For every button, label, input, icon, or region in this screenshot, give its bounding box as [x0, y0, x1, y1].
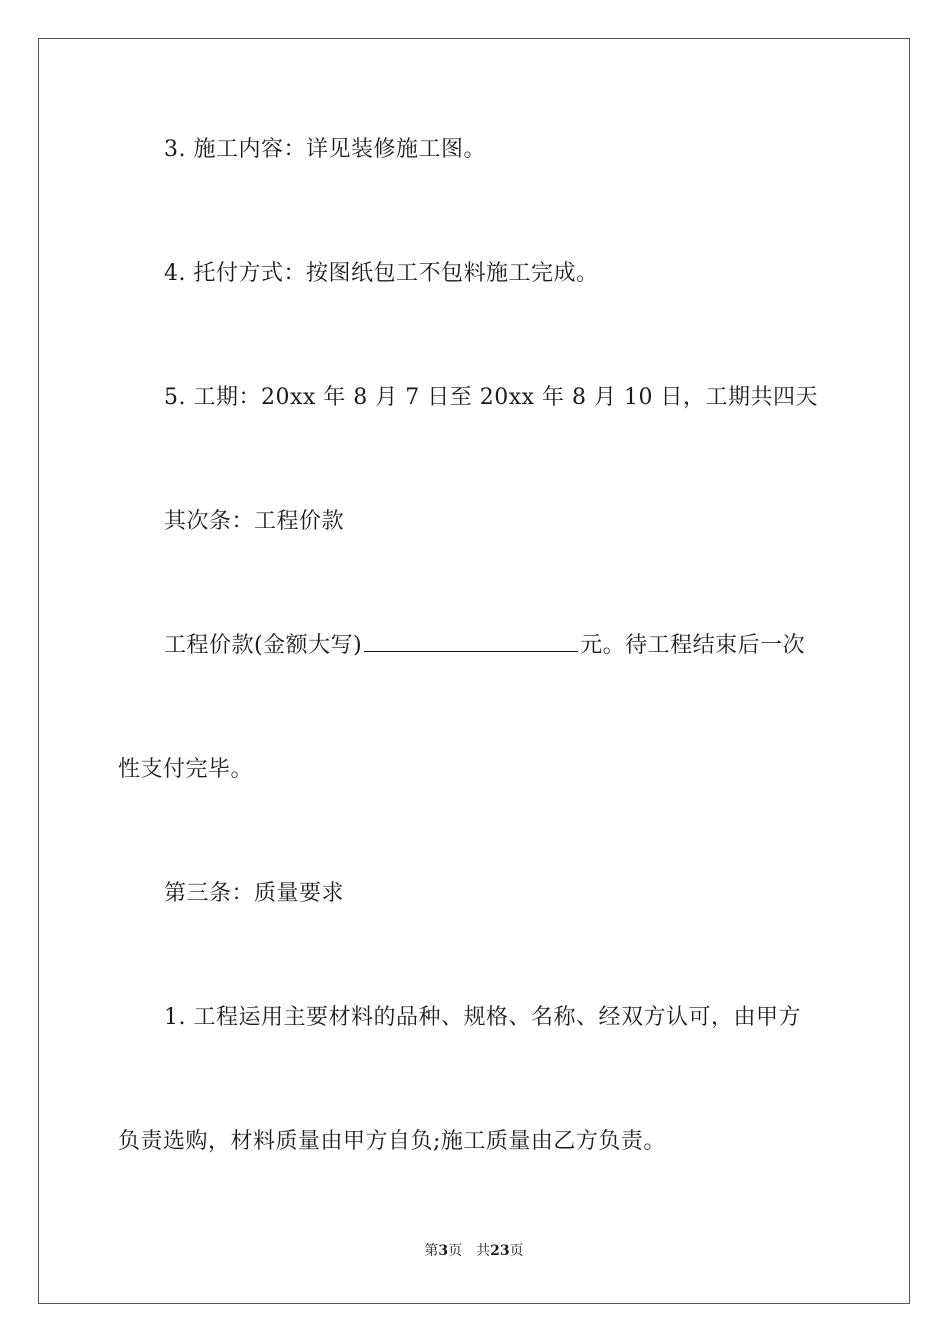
footer-page-suffix: 页 — [448, 1243, 463, 1259]
page-footer — [39, 1241, 909, 1261]
item-delivery-method: 4. 托付方式：按图纸包工不包料施工完成。 — [164, 261, 599, 286]
footer-total-suffix: 页 — [509, 1243, 524, 1259]
price-line-tail: 元。待工程结束后一次 — [580, 633, 806, 658]
quality-item-1-continuation: 负责选购，材料质量由甲方自负;施工质量由乙方负责。 — [118, 1129, 666, 1154]
price-line-continuation: 性支付完毕。 — [118, 757, 254, 782]
footer-page-total: 23 — [490, 1243, 510, 1259]
amount-blank — [364, 631, 578, 652]
footer-page-current: 3 — [438, 1243, 449, 1259]
footer-page-prefix: 第 — [424, 1243, 439, 1259]
item-construction-period: 5. 工期：20xx 年 8 月 7 日至 20xx 年 8 月 10 日，工期共四天 — [164, 385, 819, 410]
section-heading-quality: 第三条：质量要求 — [164, 881, 345, 906]
footer-total-prefix: 共 — [476, 1243, 491, 1259]
item-construction-content: 3. 施工内容：详见装修施工图。 — [164, 137, 486, 162]
section-heading-price: 其次条：工程价款 — [164, 509, 345, 534]
quality-item-1: 1. 工程运用主要材料的品种、规格、名称、经双方认可，由甲方 — [164, 1005, 801, 1030]
price-label: 工程价款(金额大写) — [164, 633, 363, 658]
page-frame — [38, 38, 910, 1304]
price-line — [164, 631, 805, 661]
